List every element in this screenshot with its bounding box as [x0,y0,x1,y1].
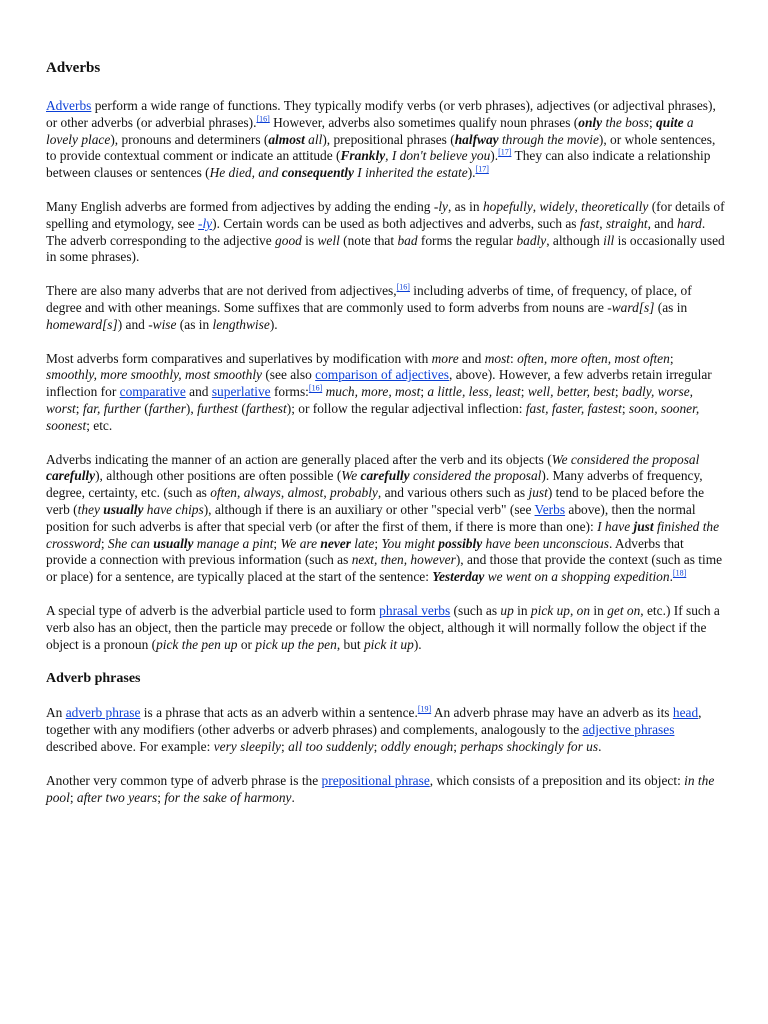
bold-italic-text: halfway [454,131,499,147]
text-run: , although [546,232,604,248]
text-run: ; [453,738,461,754]
article-link[interactable]: adjective phrases [582,722,675,738]
text-run: ), and those that provide the context (such as time or place) for a sentence, are typically placed at the start of the sentence: [46,552,723,585]
text-run: Most adverbs form comparatives and superlatives by modification with [46,350,432,366]
text-run: , etc.) If such a verb also has an object, then the particle may precede or follow the object, although it will normally follow the object if the object is a pronoun ( [46,602,720,652]
italic-text: We are [280,535,321,551]
citation-link[interactable] [673,569,686,578]
citation-ref[interactable]: [16] [396,282,410,292]
article-link[interactable]: comparison of adjectives [315,367,450,383]
italic-text: next, then, however [351,552,456,568]
article-body [46,58,726,823]
text-run: (note that [339,232,398,248]
text-run: ) tend to be placed before the verb ( [46,485,705,517]
text-run: , above). However, a few adverbs retain irregular inflection for [46,367,712,400]
italic-text: farthest [245,400,287,416]
italic-text: just [528,485,548,501]
text-run: They can also indicate a relationship between clauses or sentences ( [46,148,711,181]
italic-text: well, better, best [527,384,615,400]
text-run: However, adverbs also sometimes qualify noun phrases ( [269,114,579,130]
text-run: (such as [450,602,501,618]
text-run: in [513,602,531,618]
citation-link[interactable] [498,148,511,157]
text-run: ; [273,535,281,551]
text-run: including adverbs of time, of frequency, of place, of degree and with other meanings. Some suffixes that are commonly used to form adverbs from nouns are [46,283,692,315]
text-run: , which consists of a preposition and its object: [429,772,685,788]
bold-italic-text: usually [103,501,144,517]
text-run: ), prepositional phrases ( [322,131,455,147]
text-run: , [280,485,288,501]
text-run: Adverbs indicating the manner of an action are generally placed after the verb and its objects ( [46,451,552,467]
text-run: , but [336,636,364,652]
citation-ref[interactable]: [18] [672,568,687,578]
text-run: forms the regular [417,232,517,248]
text-run: ; [420,384,428,400]
citation-link[interactable] [476,165,489,174]
italic-text: hopefully [482,198,533,214]
paragraph-ly-formation [46,199,726,266]
italic-text: badly, worse, worst [46,384,693,416]
italic-text: get on [607,602,641,618]
article-link[interactable]: comparative [119,384,186,400]
text-run: (as in [176,316,213,332]
italic-text: almost [287,485,324,501]
text-run: ; [157,789,165,805]
text-run: ; [520,384,528,400]
italic-text: widely [539,198,575,214]
citation-ref[interactable]: [17] [475,164,489,174]
article-link[interactable]: -ly [197,215,213,231]
text-run: ). [269,316,278,332]
citation-link[interactable] [309,384,322,393]
italic-text: much, more, most [325,384,421,400]
italic-text: straight [605,215,648,231]
italic-text: We [341,468,361,484]
italic-text: hard [677,215,702,231]
bold-italic-text: never [320,535,351,551]
italic-text: after two years [76,789,158,805]
citation-ref[interactable]: [16] [308,383,323,393]
text-run: ) and [117,316,149,332]
text-run: forms: [270,384,309,400]
bold-italic-text: Yesterday [432,569,485,585]
text-run: above), then the normal position for such adverbs is after that special verb (or after the first of them, if there is more than one): [46,501,696,534]
text-run: . [598,738,602,754]
bold-italic-text: consequently [281,165,354,181]
citation-link[interactable] [256,114,269,123]
bold-italic-text: only [578,114,603,130]
italic-text: oddly enough [380,738,454,754]
italic-text: have chips [143,501,204,517]
text-run: : [510,350,518,366]
text-run: Another very common type of adverb phrase is the [46,772,322,788]
italic-text: very sleepily [213,738,281,754]
italic-text: a lovely place [46,114,694,147]
text-run: ). Many adverbs of frequency, degree, certainty, etc. (such as [46,468,703,501]
text-run: (as in [654,299,688,315]
text-run: ), although other positions are often possible ( [95,468,342,484]
bold-italic-text: usually [153,535,194,551]
italic-text: have been unconscious [482,535,609,551]
text-run: A special type of adverb is the adverbial particle used to form [46,602,380,618]
article-link[interactable]: Verbs [534,501,566,517]
italic-text: always [243,485,281,501]
text-run: ), although if there is an auxiliary or other "special verb" (see [203,501,535,517]
italic-text: all too suddenly [288,738,374,754]
article-link[interactable]: phrasal verbs [379,602,451,618]
text-run: ), pronouns and determiners ( [110,131,269,147]
text-run: , [236,485,244,501]
italic-text: farther [148,400,186,416]
italic-text: often, more often, most often [517,350,670,366]
italic-text: We considered the proposal [551,451,700,467]
text-run: ; [669,350,674,366]
citation-ref[interactable]: [19] [417,704,432,714]
italic-text: often [210,485,237,501]
text-run: , [532,198,540,214]
text-run: , together with any modifiers (other adverbs or adverb phrases) and complements, analogously to the [46,705,702,738]
text-run: ). [490,148,499,164]
text-run: is a phrase that acts as an adverb within a sentence. [140,705,418,721]
text-run: . The adverb corresponding to the adjective [46,215,706,248]
section-title: Adverbs [46,60,101,76]
paragraph-comparison [46,351,726,435]
text-run: and [185,384,212,400]
article-link[interactable]: head [672,705,699,721]
italic-text: good [275,232,302,248]
text-run: , and [647,215,677,231]
text-run: ; [100,535,108,551]
bold-italic-text: possibly [438,535,483,551]
bold-italic-text: quite [656,114,684,130]
italic-text: in the pool [46,772,715,805]
text-run: ; [621,400,629,416]
text-run: (for details of spelling and etymology, see [46,198,725,231]
italic-text: She can [107,535,154,551]
italic-text: -ly [433,198,448,214]
text-run: ); or follow the regular adjectival inflection: [286,400,526,416]
text-run: and [458,350,485,366]
article-link[interactable]: superlative [211,384,271,400]
italic-text: I have [597,518,634,534]
article-link[interactable]: adverb phrase [65,705,141,721]
text-run: , and various others such as [377,485,529,501]
italic-text: all [304,131,323,147]
italic-text: I inherited the estate [353,165,468,181]
paragraph-prepositional-phrase [46,773,726,807]
text-run: An [46,705,66,721]
citation-ref[interactable]: [17] [498,147,512,157]
italic-text: probably [330,485,378,501]
italic-text: far, further [82,400,141,416]
bold-italic-text: carefully [46,468,96,484]
text-run: , [323,485,331,501]
text-run: is [301,232,318,248]
text-run: ), [185,400,198,416]
text-run: or [237,636,256,652]
text-run: perform a wide range of functions. They typically modify verbs (or verb phrases), adjectives (or adjectival phrases), or other adverbs (or adverbial phrases). [46,98,716,130]
text-run: ( [140,400,149,416]
italic-text: on [576,602,591,618]
text-run: is occasionally used in some phrases). [46,232,725,265]
text-run: . Adverbs that provide a connection with previous information (such as [46,535,684,568]
italic-text: through the movie [498,131,599,147]
italic-text: You might [381,535,439,551]
italic-text: the boss [602,114,649,130]
article-link[interactable]: Adverbs [46,98,92,113]
citation-link[interactable] [397,283,410,292]
bold-italic-text: just [633,518,654,534]
text-run: . [291,789,295,805]
text-run: ). [467,165,476,181]
text-run: ; etc. [86,417,113,433]
italic-text: most [484,350,511,366]
citation-link[interactable] [418,705,431,714]
italic-text: fast, faster, fastest [525,400,622,416]
text-run: described above. For example: [46,738,214,754]
italic-text: ill [603,232,615,248]
paragraph-placement [46,452,726,586]
text-run: An adverb phrase may have an adverb as its [431,705,673,721]
text-run: in [590,602,608,618]
italic-text: late [350,535,375,551]
italic-text: perhaps shockingly for us [460,738,599,754]
text-run: ). [413,636,422,652]
citation-ref[interactable]: [16] [256,114,270,124]
text-run: . [669,569,673,585]
paragraph-non-derived [46,283,726,333]
italic-text: furthest [197,400,238,416]
text-run: ; [374,535,382,551]
text-run: There are also many adverbs that are not derived from adjectives, [46,283,397,299]
text-run: Many English adverbs are formed from adjectives by adding the ending [46,198,434,214]
italic-text: manage a pint [193,535,274,551]
italic-text: lengthwise [212,316,270,332]
paragraph-adverb-phrase [46,705,726,755]
text-run: ( [238,400,246,416]
bold-italic-text: carefully [360,468,410,484]
text-run: ; [69,789,77,805]
italic-text: pick up the pen [255,636,337,652]
text-run: ), or whole sentences, to provide contextual comment or indicate an attitude ( [46,131,716,164]
text-run: ; [281,738,289,754]
italic-text: badly [516,232,547,248]
italic-text: considered the proposal [409,468,542,484]
italic-text: fast [579,215,600,231]
italic-text: pick up [530,602,570,618]
text-run: , as in [447,198,483,214]
italic-text: theoretically [581,198,649,214]
italic-text: up [500,602,514,618]
text-run: ). Certain words can be used as both adjectives and adverbs, such as [212,215,580,231]
italic-text: a little, less, least [427,384,521,400]
text-run: , [569,602,577,618]
italic-text: -ward[s] [607,299,655,315]
italic-text: smoothly, more smoothly, most smoothly [46,367,262,383]
italic-text: , I don't believe you [385,148,491,164]
text-run: , [574,198,582,214]
italic-text: homeward[s] [46,316,118,332]
italic-text: well [317,232,340,248]
text-run: (see also [261,367,316,383]
italic-text: finished the crossword [46,518,720,551]
text-run: , [599,215,606,231]
italic-text: we went on a shopping expedition [484,569,670,585]
italic-text: soon, sooner, soonest [46,400,700,433]
text-run: ; [614,384,622,400]
text-run: ; [648,114,657,130]
italic-text: for the sake of harmony [164,789,292,805]
bold-italic-text: almost [268,131,305,147]
italic-text: they [77,501,104,517]
paragraph-intro [46,98,726,182]
text-run: ; [373,738,381,754]
paragraph-particles [46,603,726,653]
text-run: ; [75,400,83,416]
italic-text: bad [397,232,418,248]
bold-italic-text: Frankly [340,148,386,164]
italic-text: pick the pen up [156,636,238,652]
italic-text: He died, and [209,165,282,181]
subsection-title: Adverb phrases [46,671,141,687]
italic-text: pick it up [363,636,414,652]
article-link[interactable]: prepositional phrase [321,772,430,788]
italic-text: more [431,350,459,366]
italic-text: -wise [148,316,177,332]
